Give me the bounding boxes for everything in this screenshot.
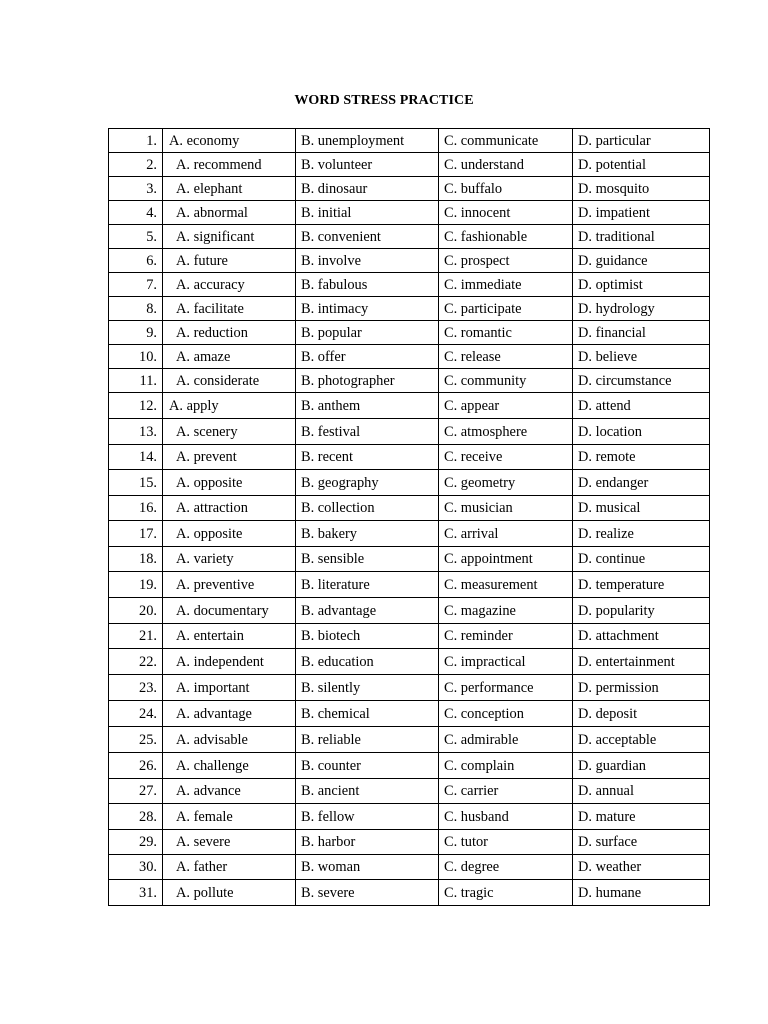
table-row [109, 675, 710, 701]
option-a: A. reduction [163, 321, 296, 345]
option-a: A. pollute [163, 880, 296, 906]
question-number: 3. [109, 177, 163, 201]
question-number: 5. [109, 225, 163, 249]
option-b: B. volunteer [296, 153, 439, 177]
option-c: C. magazine [439, 598, 573, 624]
table-row [109, 249, 710, 273]
option-b: B. ancient [296, 779, 439, 804]
option-b: B. dinosaur [296, 177, 439, 201]
table-row [109, 804, 710, 830]
option-c: C. arrival [439, 521, 573, 547]
option-c: C. admirable [439, 727, 573, 753]
table-row [109, 496, 710, 521]
table-row [109, 393, 710, 419]
option-a: A. abnormal [163, 201, 296, 225]
option-b: B. biotech [296, 624, 439, 649]
option-b: B. education [296, 649, 439, 675]
question-number: 18. [109, 547, 163, 572]
question-number: 10. [109, 345, 163, 369]
option-a: A. facilitate [163, 297, 296, 321]
question-number: 20. [109, 598, 163, 624]
table-row [109, 201, 710, 225]
table-row [109, 321, 710, 345]
option-d: D. hydrology [573, 297, 710, 321]
option-a: A. severe [163, 830, 296, 855]
option-d: D. humane [573, 880, 710, 906]
option-a: A. future [163, 249, 296, 273]
option-d: D. mature [573, 804, 710, 830]
table-row [109, 880, 710, 906]
option-d: D. popularity [573, 598, 710, 624]
option-c: C. husband [439, 804, 573, 830]
question-number: 19. [109, 572, 163, 598]
table-row [109, 547, 710, 572]
table-row [109, 177, 710, 201]
option-b: B. anthem [296, 393, 439, 419]
question-number: 31. [109, 880, 163, 906]
option-d: D. optimist [573, 273, 710, 297]
option-a: A. documentary [163, 598, 296, 624]
option-d: D. guardian [573, 753, 710, 779]
table-row [109, 598, 710, 624]
option-a: A. advantage [163, 701, 296, 727]
table-row [109, 297, 710, 321]
option-c: C. receive [439, 445, 573, 470]
option-b: B. sensible [296, 547, 439, 572]
table-body [109, 129, 710, 906]
option-c: C. community [439, 369, 573, 393]
option-c: C. carrier [439, 779, 573, 804]
option-a: A. apply [163, 393, 296, 419]
option-d: D. location [573, 419, 710, 445]
table-row [109, 470, 710, 496]
option-c: C. tragic [439, 880, 573, 906]
option-b: B. reliable [296, 727, 439, 753]
option-c: C. appointment [439, 547, 573, 572]
option-a: A. challenge [163, 753, 296, 779]
table-row [109, 701, 710, 727]
question-number: 15. [109, 470, 163, 496]
option-d: D. continue [573, 547, 710, 572]
option-c: C. communicate [439, 129, 573, 153]
option-d: D. entertainment [573, 649, 710, 675]
option-d: D. endanger [573, 470, 710, 496]
question-number: 27. [109, 779, 163, 804]
option-c: C. appear [439, 393, 573, 419]
question-number: 12. [109, 393, 163, 419]
option-b: B. initial [296, 201, 439, 225]
option-c: C. performance [439, 675, 573, 701]
option-b: B. popular [296, 321, 439, 345]
question-number: 13. [109, 419, 163, 445]
page-title: WORD STRESS PRACTICE [294, 93, 474, 108]
option-c: C. buffalo [439, 177, 573, 201]
option-a: A. accuracy [163, 273, 296, 297]
option-b: B. silently [296, 675, 439, 701]
option-d: D. temperature [573, 572, 710, 598]
option-b: B. collection [296, 496, 439, 521]
option-b: B. involve [296, 249, 439, 273]
option-b: B. recent [296, 445, 439, 470]
option-b: B. chemical [296, 701, 439, 727]
option-b: B. convenient [296, 225, 439, 249]
option-c: C. musician [439, 496, 573, 521]
option-a: A. opposite [163, 470, 296, 496]
option-d: D. weather [573, 855, 710, 880]
option-d: D. mosquito [573, 177, 710, 201]
question-number: 23. [109, 675, 163, 701]
option-c: C. innocent [439, 201, 573, 225]
table-row [109, 572, 710, 598]
option-b: B. advantage [296, 598, 439, 624]
option-d: D. attend [573, 393, 710, 419]
question-number: 17. [109, 521, 163, 547]
option-a: A. variety [163, 547, 296, 572]
option-a: A. advance [163, 779, 296, 804]
option-b: B. photographer [296, 369, 439, 393]
question-number: 1. [109, 129, 163, 153]
option-b: B. harbor [296, 830, 439, 855]
option-b: B. fabulous [296, 273, 439, 297]
table-row [109, 419, 710, 445]
question-number: 29. [109, 830, 163, 855]
question-number: 16. [109, 496, 163, 521]
option-b: B. unemployment [296, 129, 439, 153]
table-row [109, 624, 710, 649]
option-b: B. counter [296, 753, 439, 779]
option-d: D. annual [573, 779, 710, 804]
option-c: C. prospect [439, 249, 573, 273]
question-number: 26. [109, 753, 163, 779]
option-d: D. traditional [573, 225, 710, 249]
option-b: B. fellow [296, 804, 439, 830]
option-b: B. woman [296, 855, 439, 880]
option-c: C. atmosphere [439, 419, 573, 445]
table-row [109, 753, 710, 779]
option-a: A. advisable [163, 727, 296, 753]
option-c: C. geometry [439, 470, 573, 496]
option-a: A. opposite [163, 521, 296, 547]
option-a: A. attraction [163, 496, 296, 521]
question-number: 28. [109, 804, 163, 830]
option-a: A. elephant [163, 177, 296, 201]
question-number: 21. [109, 624, 163, 649]
option-a: A. amaze [163, 345, 296, 369]
option-d: D. musical [573, 496, 710, 521]
option-c: C. participate [439, 297, 573, 321]
option-a: A. scenery [163, 419, 296, 445]
option-b: B. geography [296, 470, 439, 496]
table-row [109, 369, 710, 393]
option-d: D. deposit [573, 701, 710, 727]
option-d: D. surface [573, 830, 710, 855]
option-a: A. prevent [163, 445, 296, 470]
table-row [109, 445, 710, 470]
option-c: C. romantic [439, 321, 573, 345]
table-row [109, 830, 710, 855]
option-d: D. remote [573, 445, 710, 470]
question-number: 9. [109, 321, 163, 345]
option-a: A. important [163, 675, 296, 701]
table-row [109, 345, 710, 369]
option-d: D. permission [573, 675, 710, 701]
option-b: B. offer [296, 345, 439, 369]
table-row [109, 129, 710, 153]
question-number: 7. [109, 273, 163, 297]
option-c: C. immediate [439, 273, 573, 297]
question-number: 6. [109, 249, 163, 273]
option-a: A. recommend [163, 153, 296, 177]
question-number: 4. [109, 201, 163, 225]
option-c: C. release [439, 345, 573, 369]
question-number: 22. [109, 649, 163, 675]
option-a: A. female [163, 804, 296, 830]
option-c: C. degree [439, 855, 573, 880]
option-c: C. understand [439, 153, 573, 177]
option-c: C. fashionable [439, 225, 573, 249]
option-d: D. potential [573, 153, 710, 177]
option-b: B. intimacy [296, 297, 439, 321]
option-a: A. considerate [163, 369, 296, 393]
table-row [109, 273, 710, 297]
question-number: 25. [109, 727, 163, 753]
table-row [109, 153, 710, 177]
option-d: D. particular [573, 129, 710, 153]
option-c: C. complain [439, 753, 573, 779]
table-row [109, 649, 710, 675]
option-d: D. circumstance [573, 369, 710, 393]
question-number: 14. [109, 445, 163, 470]
option-c: C. measurement [439, 572, 573, 598]
option-c: C. reminder [439, 624, 573, 649]
option-d: D. guidance [573, 249, 710, 273]
question-number: 8. [109, 297, 163, 321]
question-number: 30. [109, 855, 163, 880]
option-d: D. impatient [573, 201, 710, 225]
question-number: 24. [109, 701, 163, 727]
option-b: B. literature [296, 572, 439, 598]
option-d: D. acceptable [573, 727, 710, 753]
option-a: A. independent [163, 649, 296, 675]
option-a: A. significant [163, 225, 296, 249]
table-row [109, 225, 710, 249]
question-number: 11. [109, 369, 163, 393]
option-d: D. realize [573, 521, 710, 547]
option-a: A. preventive [163, 572, 296, 598]
word-stress-table [108, 128, 710, 906]
table-row [109, 727, 710, 753]
option-c: C. impractical [439, 649, 573, 675]
option-b: B. severe [296, 880, 439, 906]
table-row [109, 521, 710, 547]
question-number: 2. [109, 153, 163, 177]
option-d: D. believe [573, 345, 710, 369]
option-b: B. festival [296, 419, 439, 445]
option-b: B. bakery [296, 521, 439, 547]
option-a: A. economy [163, 129, 296, 153]
option-c: C. tutor [439, 830, 573, 855]
table-row [109, 779, 710, 804]
option-d: D. attachment [573, 624, 710, 649]
option-c: C. conception [439, 701, 573, 727]
option-a: A. entertain [163, 624, 296, 649]
option-d: D. financial [573, 321, 710, 345]
option-a: A. father [163, 855, 296, 880]
table-row [109, 855, 710, 880]
